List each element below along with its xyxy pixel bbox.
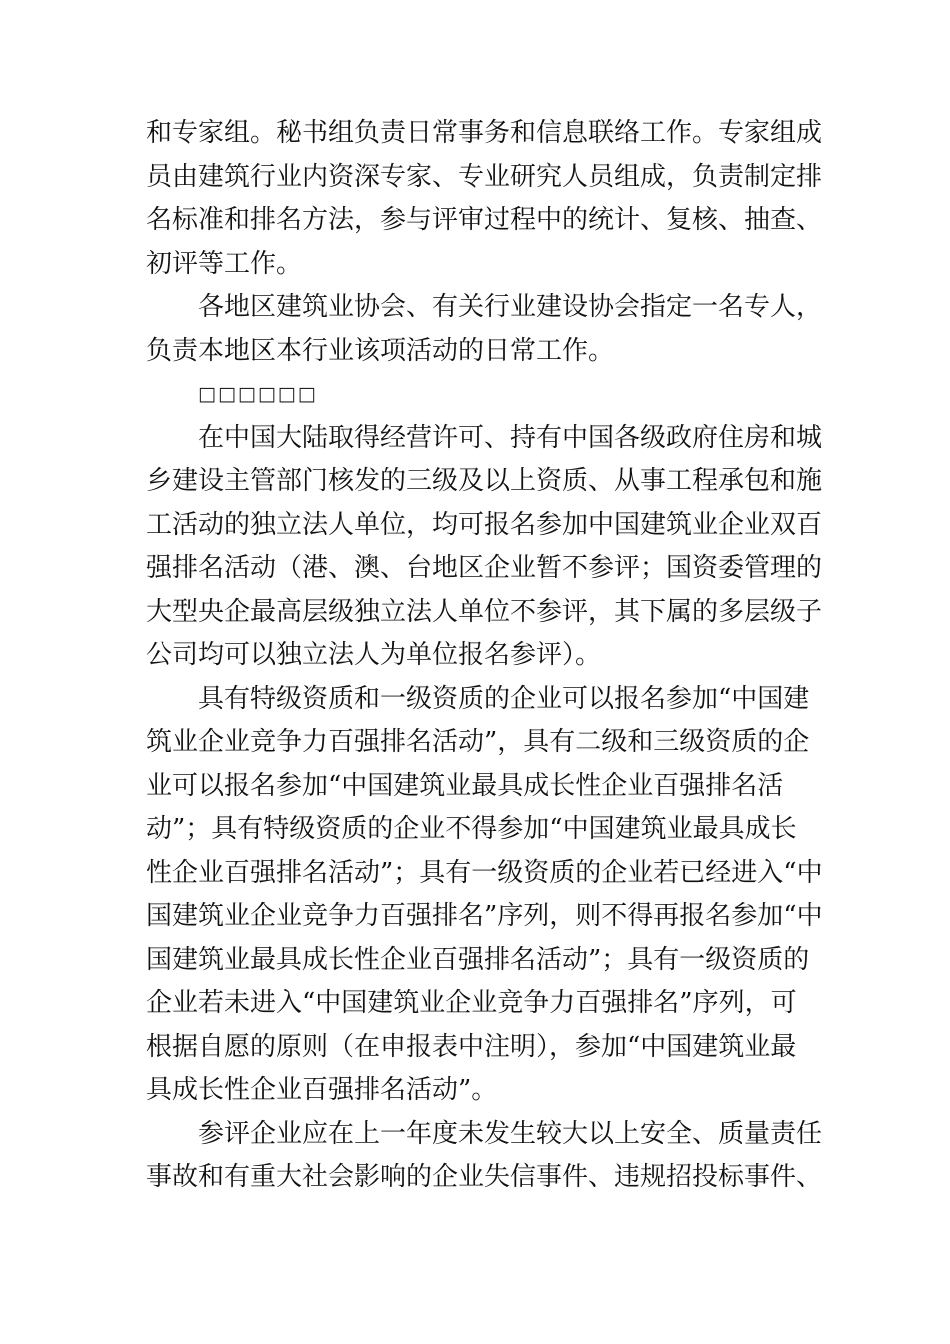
document-body [146, 112, 823, 1200]
text-line: 动”；具有特级资质的企业不得参加“中国建筑业最具成长 [146, 814, 797, 844]
text-line: 名标准和排名方法，参与评审过程中的统计、复核、抽查、 [146, 205, 823, 235]
text-line: 企业若未进入“中国建筑业企业竞争力百强排名”序列，可 [146, 988, 797, 1018]
text-line: 筑业企业竞争力百强排名活动”，具有二级和三级资质的企 [146, 727, 810, 757]
text-line: 具成长性企业百强排名活动”。 [146, 1075, 498, 1105]
text-line: 和专家组。秘书组负责日常事务和信息联络工作。专家组成 [146, 118, 823, 148]
section-heading: □□□□□□ [198, 383, 318, 405]
text-line: 国建筑业企业竞争力百强排名”序列，则不得再报名参加“中 [146, 901, 823, 931]
text-line: 公司均可以独立法人为单位报名参评）。 [146, 640, 602, 670]
text-line: 大型央企最高层级独立法人单位不参评，其下属的多层级子 [146, 596, 823, 627]
text-line: 负责本地区本行业该项活动的日常工作。 [146, 335, 615, 366]
text-line: 事故和有重大社会影响的企业失信事件、违规招投标事件、 [146, 1162, 823, 1192]
text-line: 参评企业应在上一年度未发生较大以上安全、质量责任 [198, 1118, 823, 1149]
text-line: 根据自愿的原则（在申报表中注明），参加“中国建筑业最 [146, 1031, 797, 1062]
text-line: 具有特级资质和一级资质的企业可以报名参加“中国建 [198, 683, 810, 714]
text-line: 各地区建筑业协会、有关行业建设协会指定一名专人， [198, 292, 823, 322]
text-line: 乡建设主管部门核发的三级及以上资质、从事工程承包和施 [146, 466, 823, 496]
text-line: 国建筑业最具成长性企业百强排名活动”；具有一级资质的 [146, 944, 810, 975]
text-line: 性企业百强排名活动”；具有一级资质的企业若已经进入“中 [146, 857, 823, 888]
text-line: 在中国大陆取得经营许可、持有中国各级政府住房和城 [198, 422, 823, 453]
text-line: 员由建筑行业内资深专家、专业研究人员组成，负责制定排 [146, 161, 823, 192]
text-line: 初评等工作。 [146, 248, 303, 279]
text-line: 强排名活动（港、澳、台地区企业暂不参评；国资委管理的 [146, 553, 823, 583]
text-line: 工活动的独立法人单位，均可报名参加中国建筑业企业双百 [146, 509, 823, 540]
text-line: 业可以报名参加“中国建筑业最具成长性企业百强排名活 [146, 770, 784, 801]
